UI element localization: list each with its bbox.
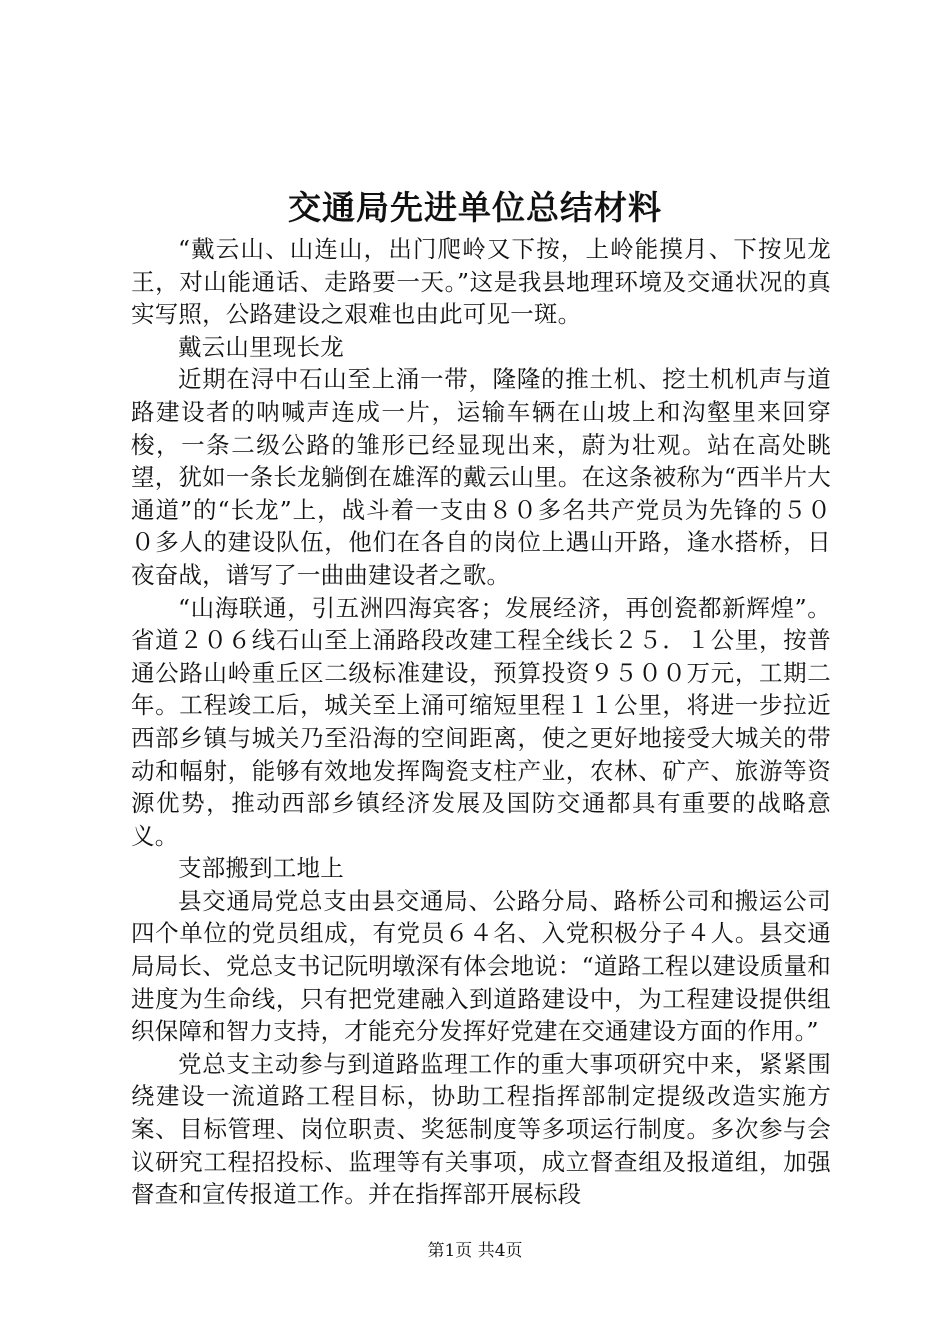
paragraph-project-overview: “山海联通，引五洲四海宾客；发展经济，再创瓷都新辉煌”。省道２０６线石山至上涌路段改建工程全线长２５．１公里，按普通公路山岭重丘区二级标准建设，预算投资９５００万元，工期二年。工程竣工后，城关至上涌可缩短里程１１公里，将进一步拉近西部乡镇与城关乃至沿海的空间距离，使之更好地接受大城关的带动和幅射，能够有效地发挥陶瓷支柱产业，农林、矿产、旅游等资源优势，推动西部乡镇经济发展及国防交通都具有重要的战略意义。 (131, 593, 831, 850)
document-title: 交通局先进单位总结材料 (288, 188, 662, 227)
page-number-footer: 第1页 共4页 (427, 1241, 523, 1261)
paragraph-construction-scene: 近期在浔中石山至上涌一带，隆隆的推土机、挖土机机声与道路建设者的呐喊声连成一片，运输车辆在山坡上和沟壑里来回穿梭，一条二级公路的雏形已经显现出来，蔚为壮观。站在高处眺望，犹如一条长龙躺倒在雄浑的戴云山里。在这条被称为“西半片大通道”的“长龙”上，战斗着一支由８０多名共产党员为先锋的５００多人的建设队伍，他们在各自的岗位上遇山开路，逢水搭桥，日夜奋战，谱写了一曲曲建设者之歌。 (131, 365, 831, 589)
paragraph-party-branch: 县交通局党总支由县交通局、公路分局、路桥公司和搬运公司四个单位的党员组成，有党员６４名、入党积极分子４人。县交通局局长、党总支书记阮明墩深有体会地说：“道路工程以建设质量和进度为生命线，只有把党建融入到道路建设中，为工程建设提供组织保障和智力支持，才能充分发挥好党建在交通建设方面的作用。” (131, 886, 831, 1046)
section-heading-long-dragon: 戴云山里现长龙 (178, 332, 344, 361)
section-heading-branch-on-site: 支部搬到工地上 (178, 854, 344, 883)
paragraph-intro: “戴云山、山连山，出门爬岭又下按，上岭能摸月、下按见龙王，对山能通话、走路要一天。”这是我县地理环境及交通状况的真实写照，公路建设之艰难也由此可见一斑。 (131, 235, 831, 329)
document-body (131, 233, 831, 1211)
paragraph-supervision-work: 党总支主动参与到道路监理工作的重大事项研究中来，紧紧围绕建设一流道路工程目标，协助工程指挥部制定提级改造实施方案、目标管理、岗位职责、奖惩制度等多项运行制度。多次参与会议研究工程招投标、监理等有关事项，成立督查组及报道组，加强督查和宣传报道工作。并在指挥部开展标段 (131, 1049, 831, 1209)
